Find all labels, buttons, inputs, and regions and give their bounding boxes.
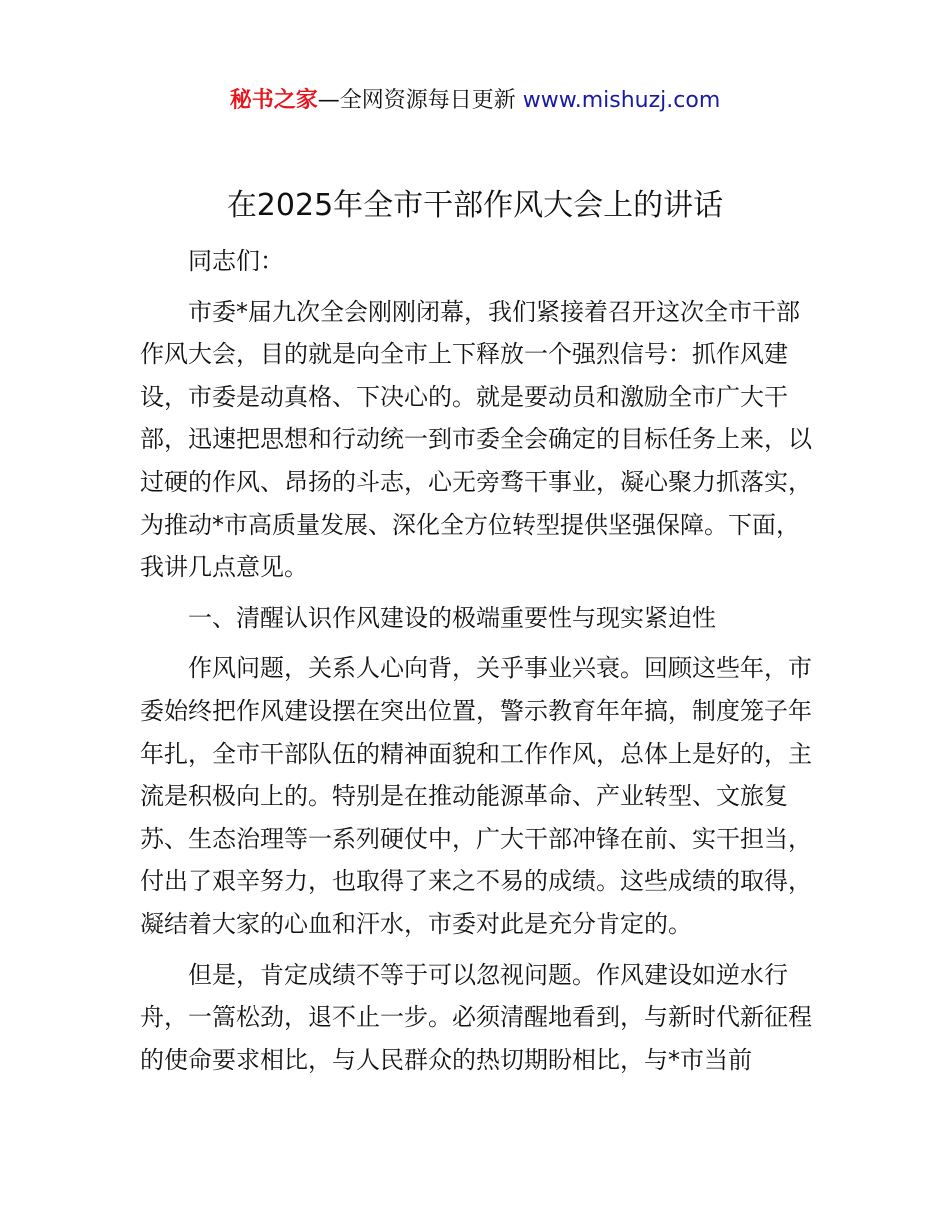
site-url-link[interactable]: www.mishuzj.com xyxy=(522,88,721,113)
header-tagline: —全网资源每日更新 xyxy=(317,88,516,113)
paragraph-2: 作风问题，关系人心向背，关乎事业兴衰。回顾这些年，市委始终把作风建设摆在突出位置，警示教育年年搞，制度笼子年年扎，全市干部队伍的精神面貌和工作作风，总体上是好的，主流是积极向上的。特别是在推动能源革命、产业转型、文旅复苏、生态治理等一系列硬仗中，广大干部冲锋在前、实干担当，付出了艰辛努力，也取得了来之不易的成绩。这些成绩的取得，凝结着大家的心血和汗水，市委对此是充分肯定的。 xyxy=(140,654,812,938)
document-title: 在2025年全市干部作风大会上的讲话 xyxy=(226,188,724,223)
document-body xyxy=(140,240,812,1081)
greeting: 同志们： xyxy=(188,247,284,275)
section-heading-1: 一、清醒认识作风建设的极端重要性与现实紧迫性 xyxy=(188,603,716,632)
paragraph-3: 但是，肯定成绩不等于可以忽视问题。作风建设如逆水行舟，一篙松劲，退不止一步。必须清醒地看到，与新时代新征程的使命要求相比，与人民群众的热切期盼相比，与*市当前 xyxy=(140,960,812,1074)
site-header xyxy=(0,86,950,116)
paragraph-1: 市委*届九次全会刚刚闭幕，我们紧接着召开这次全市干部作风大会，目的就是向全市上下释放一个强烈信号：抓作风建设，市委是动真格、下决心的。就是要动员和激励全市广大干部，迅速把思想和行动统一到市委全会确定的目标任务上来，以过硬的作风、昂扬的斗志，心无旁骛干事业，凝心聚力抓落实，为推动*市高质量发展、深化全方位转型提供坚强保障。下面，我讲几点意见。 xyxy=(140,297,812,582)
brand-name: 秘书之家 xyxy=(229,88,318,113)
